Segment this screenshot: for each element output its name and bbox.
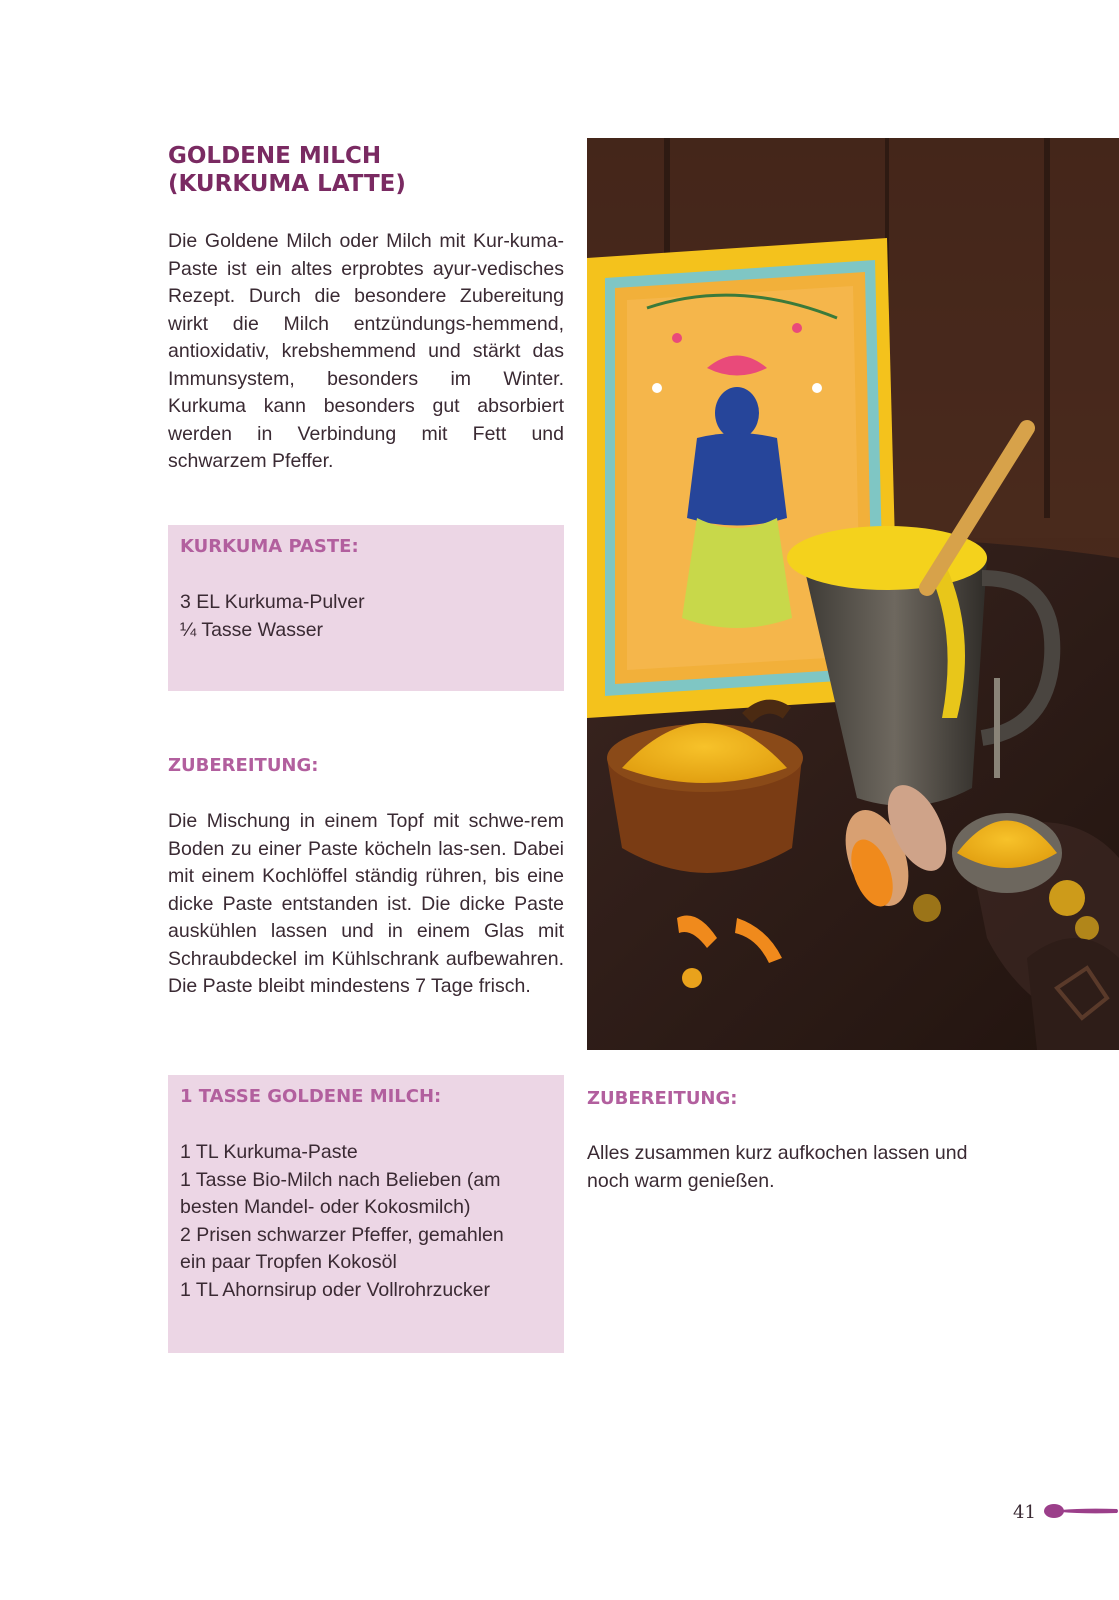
recipe-title-line1: GOLDENE MILCH [168,143,382,169]
page-number: 41 [1013,1502,1036,1523]
turmeric-still-life-image [587,138,1119,1050]
paste-ingredients-box [168,525,564,691]
list-item: ¼ Tasse Wasser [180,618,324,641]
milk-ingredient-list [180,1139,552,1304]
milk-preparation-heading: ZUBEREITUNG: [587,1088,738,1109]
recipe-photo [587,138,1119,1050]
milk-preparation-text: Alles zusammen kurz aufkochen lassen und noch warm genießen. [587,1142,968,1192]
paste-preparation-heading: ZUBEREITUNG: [168,755,319,776]
recipe-title-line2: (KURKUMA LATTE) [168,171,406,197]
paste-preparation-text: Die Mischung in einem Topf mit schwe-rem Boden zu einer Paste köcheln las-sen. Dabei mit einem Kochlöffel ständig rühren, bis eine dicke Paste entstanden ist. Die dicke Paste auskühlen lassen und in einem Glas mit Schraubdeckel im Kühlschrank aufbewahren. Die Paste bleibt mindestens 7 Tage frisch. [168,810,564,997]
list-item: 1 TL Ahornsirup oder Vollrohrzucker [180,1278,491,1301]
intro-paragraph: Die Goldene Milch oder Milch mit Kur-kuma-Paste ist ein altes erprobtes ayur-vedisches Rezept. Durch die besondere Zubereitung wirkt die Milch entzündungs-hemmend, antioxidativ, krebshemmend und stärkt das Immunsystem, besonders im Winter. Kurkuma kann besonders gut absorbiert werden in Verbindung mit Fett und schwarzem Pfeffer. [168,230,564,472]
milk-heading: 1 TASSE GOLDENE MILCH: [180,1086,442,1107]
spoon-icon [1043,1500,1119,1522]
list-item: ein paar Tropfen Kokosöl [180,1251,397,1273]
list-item: 2 Prisen schwarzer Pfeffer, gemahlen [180,1223,504,1246]
list-item: 1 Tasse Bio-Milch nach Belieben (am besten Mandel- oder Kokosmilch) [180,1168,501,1218]
paste-heading: KURKUMA PASTE: [180,536,359,557]
list-item: 3 EL Kurkuma-Pulver [180,591,365,613]
recipe-title [168,142,568,198]
milk-ingredients-box [168,1075,564,1353]
list-item: 1 TL Kurkuma-Paste [180,1141,358,1163]
paste-ingredient-list [180,589,552,644]
